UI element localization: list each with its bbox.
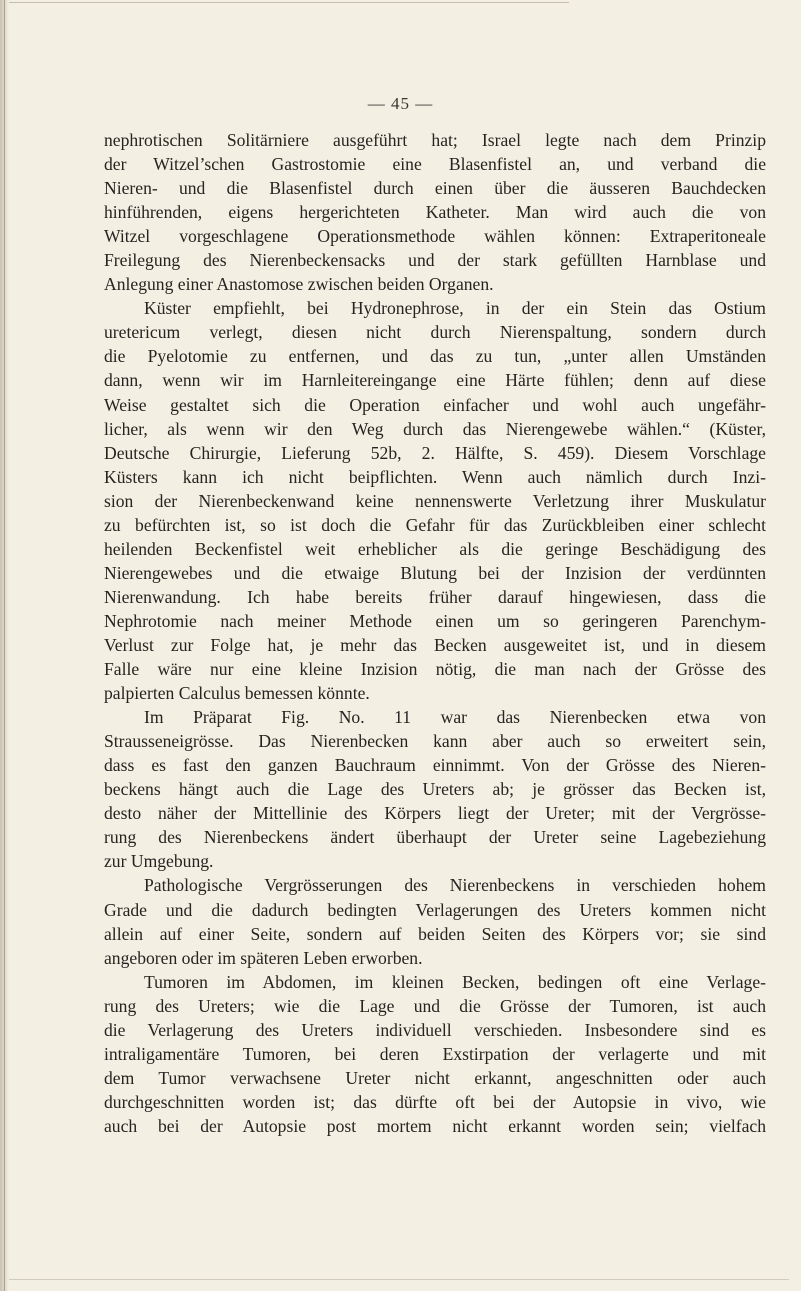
text-line: Weise gestaltet sich die Operation einfacher und wohl auch ungefähr-	[104, 394, 766, 415]
text-line: heilenden Beckenfistel weit erheblicher als die geringe Beschädigung des	[104, 538, 766, 559]
text-line: Witzel vorgeschlagene Operationsmethode wählen können: Extraperitoneale	[104, 226, 766, 247]
text-line: allein auf einer Seite, sondern auf beiden Seiten des Körpers vor; sie sind	[104, 923, 766, 944]
text-line: dem Tumor verwachsene Ureter nicht erkannt, angeschnitten oder auch	[104, 1067, 766, 1088]
binding-shadow-line	[4, 0, 5, 1291]
text-line: Pathologische Vergrösserungen des Nierenbeckens in verschieden hohem	[144, 875, 766, 896]
text-line: rung des Nierenbeckens ändert überhaupt der Ureter seine Lagebeziehung	[104, 827, 766, 848]
text-line: desto näher der Mittellinie des Körpers liegt der Ureter; mit der Vergrösse-	[104, 803, 766, 824]
top-edge-line	[9, 2, 569, 3]
text-line: licher, als wenn wir den Weg durch das Nierengewebe wählen.“ (Küster,	[104, 418, 766, 439]
text-line: uretericum verlegt, diesen nicht durch Nierenspaltung, sondern durch	[104, 322, 766, 343]
text-line: Nieren- und die Blasenfistel durch einen über die äusseren Bauchdecken	[104, 178, 766, 199]
text-line: Nierenwandung. Ich habe bereits früher darauf hingewiesen, dass die	[104, 586, 766, 607]
text-line: die Pyelotomie zu entfernen, und das zu tun, „unter allen Umständen	[104, 346, 766, 367]
text-line: die Verlagerung des Ureters individuell verschieden. Insbesondere sind es	[104, 1019, 766, 1040]
text-line: palpierten Calculus bemessen könnte.	[104, 683, 370, 704]
text-line: Nierengewebes und die etwaige Blutung bei der Inzision der verdünnten	[104, 562, 766, 583]
text-line: Verlust zur Folge hat, je mehr das Becken ausgeweitet ist, und in diesem	[104, 634, 766, 655]
text-line: Strausseneigrösse. Das Nierenbecken kann aber auch so erweitert sein,	[104, 731, 766, 752]
bottom-edge-line	[9, 1279, 789, 1280]
text-line: zu befürchten ist, so ist doch die Gefahr für das Zurückbleiben einer schlecht	[104, 514, 766, 535]
text-line: Freilegung des Nierenbeckensacks und der stark gefüllten Harnblase und	[104, 250, 766, 271]
text-line: Falle wäre nur eine kleine Inzision nötig, die man nach der Grösse des	[104, 659, 766, 680]
text-line: Grade und die dadurch bedingten Verlagerungen des Ureters kommen nicht	[104, 899, 766, 920]
text-line: dass es fast den ganzen Bauchraum einnimmt. Von der Grösse des Nieren-	[104, 755, 766, 776]
text-line: Tumoren im Abdomen, im kleinen Becken, bedingen oft eine Verlage-	[144, 971, 766, 992]
text-line: Deutsche Chirurgie, Lieferung 52b, 2. Hälfte, S. 459). Diesem Vorschlage	[104, 442, 766, 463]
text-line: beckens hängt auch die Lage des Ureters ab; je grösser das Becken ist,	[104, 779, 766, 800]
body-text	[104, 128, 766, 1138]
page-number: — 45 —	[367, 94, 434, 113]
text-line: Anlegung einer Anastomose zwischen beiden Organen.	[104, 274, 494, 295]
text-line: sion der Nierenbeckenwand keine nennenswerte Verletzung ihrer Muskulatur	[104, 490, 766, 511]
text-line: auch bei der Autopsie post mortem nicht erkannt worden sein; vielfach	[104, 1115, 766, 1136]
text-line: Nephrotomie nach meiner Methode einen um so geringeren Parenchym-	[104, 610, 766, 631]
text-line: Im Präparat Fig. No. 11 war das Nierenbecken etwa von	[144, 707, 766, 728]
text-line: hinführenden, eigens hergerichteten Katheter. Man wird auch die von	[104, 202, 766, 223]
text-line: Küsters kann ich nicht beipflichten. Wenn auch nämlich durch Inzi-	[104, 466, 766, 487]
text-line: intraligamentäre Tumoren, bei deren Exstirpation der verlagerte und mit	[104, 1043, 766, 1064]
text-line: angeboren oder im späteren Leben erworben.	[104, 947, 423, 968]
text-line: rung des Ureters; wie die Lage und die Grösse der Tumoren, ist auch	[104, 995, 766, 1016]
text-line: der Witzel’schen Gastrostomie eine Blasenfistel an, und verband die	[104, 154, 766, 175]
text-line: Küster empfiehlt, bei Hydronephrose, in der ein Stein das Ostium	[144, 298, 766, 319]
text-line: dann, wenn wir im Harnleitereingange eine Härte fühlen; denn auf diese	[104, 370, 766, 391]
text-line: nephrotischen Solitärniere ausgeführt hat; Israel legte nach dem Prinzip	[104, 130, 766, 150]
text-line: zur Umgebung.	[104, 851, 214, 872]
text-line: durchgeschnitten worden ist; das dürfte oft bei der Autopsie in vivo, wie	[104, 1091, 766, 1112]
